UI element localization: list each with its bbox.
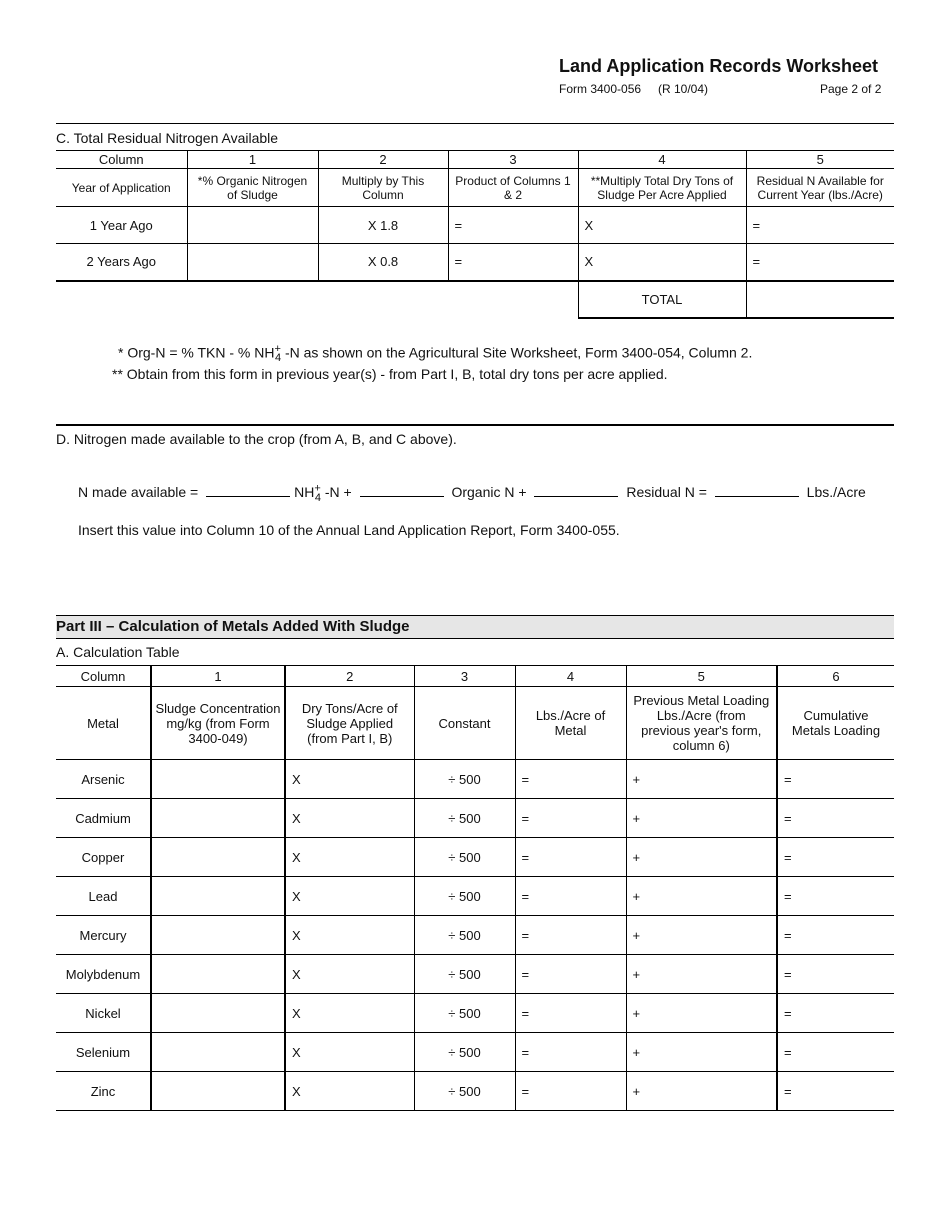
cumulative-loading-cell[interactable]: = [777, 1033, 894, 1072]
previous-loading-cell[interactable]: + [626, 955, 777, 994]
constant-cell: ÷ 500 [414, 877, 515, 916]
table-row [56, 838, 894, 877]
row-year-label: 1 Year Ago [56, 207, 187, 244]
residual-n-input[interactable] [534, 482, 618, 497]
footnote-org-n-prefix: * Org-N = % TKN - % NH [118, 344, 275, 361]
section-d-instruction: Insert this value into Column 10 of the Annual Land Application Report, Form 3400-055. [78, 522, 620, 538]
lbs-metal-cell[interactable]: = [515, 1072, 626, 1111]
column-number: 2 [318, 151, 448, 169]
concentration-cell[interactable] [151, 1072, 285, 1111]
lbs-metal-cell[interactable]: = [515, 760, 626, 799]
metal-name: Cadmium [56, 799, 151, 838]
column-number: 5 [626, 666, 777, 687]
concentration-cell[interactable] [151, 1033, 285, 1072]
nh4-subscript: 4 [274, 352, 282, 365]
column-header: Sludge Concentration mg/kg (from Form 3400-049) [151, 687, 285, 760]
lbs-metal-cell[interactable]: = [515, 1033, 626, 1072]
previous-loading-cell[interactable]: + [626, 877, 777, 916]
column-header: *% Organic Nitrogen of Sludge [187, 169, 318, 207]
row-year-label: 2 Years Ago [56, 244, 187, 281]
column-number: 3 [448, 151, 578, 169]
nh4-suffix: -N + [324, 484, 352, 500]
constant-cell: ÷ 500 [414, 799, 515, 838]
metal-name: Molybdenum [56, 955, 151, 994]
footnote-org-n [118, 343, 752, 364]
part-iii-heading: Part III – Calculation of Metals Added With Sludge [56, 615, 894, 639]
section-c-heading: C. Total Residual Nitrogen Available [56, 130, 279, 146]
dry-tons-cell[interactable]: X [285, 838, 414, 877]
dry-tons-cell[interactable]: X [285, 877, 414, 916]
table-row [56, 244, 894, 281]
table-row [56, 994, 894, 1033]
organic-n-input[interactable] [360, 482, 444, 497]
previous-loading-cell[interactable]: + [626, 760, 777, 799]
column-header: Residual N Available for Current Year (lbs./Acre) [746, 169, 894, 207]
column-number: 4 [515, 666, 626, 687]
form-title: Land Application Records Worksheet [559, 56, 879, 76]
lbs-metal-cell[interactable]: = [515, 955, 626, 994]
product-cell[interactable]: = [448, 207, 578, 244]
lbs-metal-cell[interactable]: = [515, 994, 626, 1033]
constant-cell: ÷ 500 [414, 916, 515, 955]
metal-name: Selenium [56, 1033, 151, 1072]
total-label: TOTAL [578, 281, 746, 318]
previous-loading-cell[interactable]: + [626, 994, 777, 1033]
constant-cell: ÷ 500 [414, 955, 515, 994]
cumulative-loading-cell[interactable]: = [777, 799, 894, 838]
organic-n-label: Organic N + [451, 484, 527, 500]
unit-label: Lbs./Acre [806, 484, 866, 500]
multiplier-cell: X 0.8 [318, 244, 448, 281]
cumulative-loading-cell[interactable]: = [777, 916, 894, 955]
residual-n-label: Residual N = [626, 484, 707, 500]
column-header: Previous Metal Loading Lbs./Acre (from previous year's form, column 6) [626, 687, 777, 760]
column-label: Column [56, 151, 187, 169]
nh4-superscript: + [274, 343, 281, 355]
total-value-cell[interactable] [746, 281, 894, 318]
dry-tons-cell[interactable]: X [285, 799, 414, 838]
footnote-dry-tons: ** Obtain from this form in previous year(s) - from Part I, B, total dry tons per acre applied. [112, 366, 668, 382]
concentration-cell[interactable] [151, 799, 285, 838]
previous-loading-cell[interactable]: + [626, 838, 777, 877]
concentration-cell[interactable] [151, 994, 285, 1033]
column-header: Multiply by This Column [318, 169, 448, 207]
lbs-metal-cell[interactable]: = [515, 916, 626, 955]
table-row [56, 1072, 894, 1111]
dry-tons-cell[interactable]: X [578, 207, 746, 244]
metal-name: Nickel [56, 994, 151, 1033]
lbs-metal-cell[interactable]: = [515, 799, 626, 838]
organic-n-cell[interactable] [187, 207, 318, 244]
constant-cell: ÷ 500 [414, 838, 515, 877]
previous-loading-cell[interactable]: + [626, 1072, 777, 1111]
section-c-top-rule [56, 123, 894, 124]
concentration-cell[interactable] [151, 877, 285, 916]
column-number: 2 [285, 666, 414, 687]
nh4-superscript: + [314, 482, 321, 495]
nh4-label: NH [294, 484, 315, 500]
organic-n-cell[interactable] [187, 244, 318, 281]
concentration-cell[interactable] [151, 838, 285, 877]
footnote-org-n-suffix: -N as shown on the Agricultural Site Worksheet, Form 3400-054, Column 2. [284, 344, 753, 361]
section-d-top-rule [56, 424, 894, 426]
column-number: 5 [746, 151, 894, 169]
metal-name: Zinc [56, 1072, 151, 1111]
dry-tons-cell[interactable]: X [285, 1072, 414, 1111]
nh4-subscript: 4 [314, 491, 321, 504]
column-number: 1 [151, 666, 285, 687]
metal-name: Arsenic [56, 760, 151, 799]
lbs-metal-cell[interactable]: = [515, 877, 626, 916]
metal-name: Lead [56, 877, 151, 916]
column-number: 3 [414, 666, 515, 687]
column-number: 4 [578, 151, 746, 169]
constant-cell: ÷ 500 [414, 760, 515, 799]
section-d-heading: D. Nitrogen made available to the crop (from A, B, and C above). [56, 431, 457, 447]
column-header: **Multiply Total Dry Tons of Sludge Per Acre Applied [578, 169, 746, 207]
n-available-label: N made available = [78, 484, 199, 500]
column-header: Lbs./Acre of Metal [515, 687, 626, 760]
table-row [56, 760, 894, 799]
column-number: 6 [777, 666, 894, 687]
cumulative-loading-cell[interactable]: = [777, 1072, 894, 1111]
constant-cell: ÷ 500 [414, 1072, 515, 1111]
residual-n-cell[interactable]: = [746, 207, 894, 244]
previous-loading-cell[interactable]: + [626, 916, 777, 955]
column-header: Metal [56, 687, 151, 760]
metal-name: Mercury [56, 916, 151, 955]
n-total-input[interactable] [715, 482, 799, 497]
column-number: 1 [187, 151, 318, 169]
table-row [56, 799, 894, 838]
metal-rows [56, 760, 894, 1111]
cumulative-loading-cell[interactable]: = [777, 994, 894, 1033]
concentration-cell[interactable] [151, 955, 285, 994]
table-row [56, 877, 894, 916]
dry-tons-cell[interactable]: X [285, 760, 414, 799]
product-cell[interactable]: = [448, 244, 578, 281]
concentration-cell[interactable] [151, 760, 285, 799]
metal-name: Copper [56, 838, 151, 877]
column-header: Dry Tons/Acre of Sludge Applied (from Part I, B) [285, 687, 414, 760]
cumulative-loading-cell[interactable]: = [777, 760, 894, 799]
column-header: Cumulative Metals Loading [777, 687, 894, 760]
cumulative-loading-cell[interactable]: = [777, 955, 894, 994]
column-label: Column [56, 666, 151, 687]
dry-tons-cell[interactable]: X [285, 1033, 414, 1072]
dry-tons-cell[interactable]: X [285, 955, 414, 994]
dry-tons-cell[interactable]: X [285, 916, 414, 955]
table-row [56, 1033, 894, 1072]
previous-loading-cell[interactable]: + [626, 1033, 777, 1072]
table-row [56, 916, 894, 955]
table-row [56, 207, 894, 244]
residual-n-cell[interactable]: = [746, 244, 894, 281]
n-available-formula [78, 482, 866, 504]
cumulative-loading-cell[interactable]: = [777, 838, 894, 877]
page-indicator: Page 2 of 2 [820, 82, 882, 96]
dry-tons-cell[interactable]: X [578, 244, 746, 281]
constant-cell: ÷ 500 [414, 994, 515, 1033]
metals-calculation-table [56, 665, 894, 1111]
concentration-cell[interactable] [151, 916, 285, 955]
form-number: Form 3400-056 [559, 82, 642, 96]
form-revision: (R 10/04) [658, 82, 709, 96]
constant-cell: ÷ 500 [414, 1033, 515, 1072]
residual-nitrogen-table [56, 150, 894, 319]
cumulative-loading-cell[interactable]: = [777, 877, 894, 916]
column-header: Year of Application [56, 169, 187, 207]
column-header: Constant [414, 687, 515, 760]
multiplier-cell: X 1.8 [318, 207, 448, 244]
calculation-table-heading: A. Calculation Table [56, 644, 180, 660]
table-row [56, 955, 894, 994]
lbs-metal-cell[interactable]: = [515, 838, 626, 877]
nh4-n-input[interactable] [206, 482, 290, 497]
dry-tons-cell[interactable]: X [285, 994, 414, 1033]
previous-loading-cell[interactable]: + [626, 799, 777, 838]
column-header: Product of Columns 1 & 2 [448, 169, 578, 207]
